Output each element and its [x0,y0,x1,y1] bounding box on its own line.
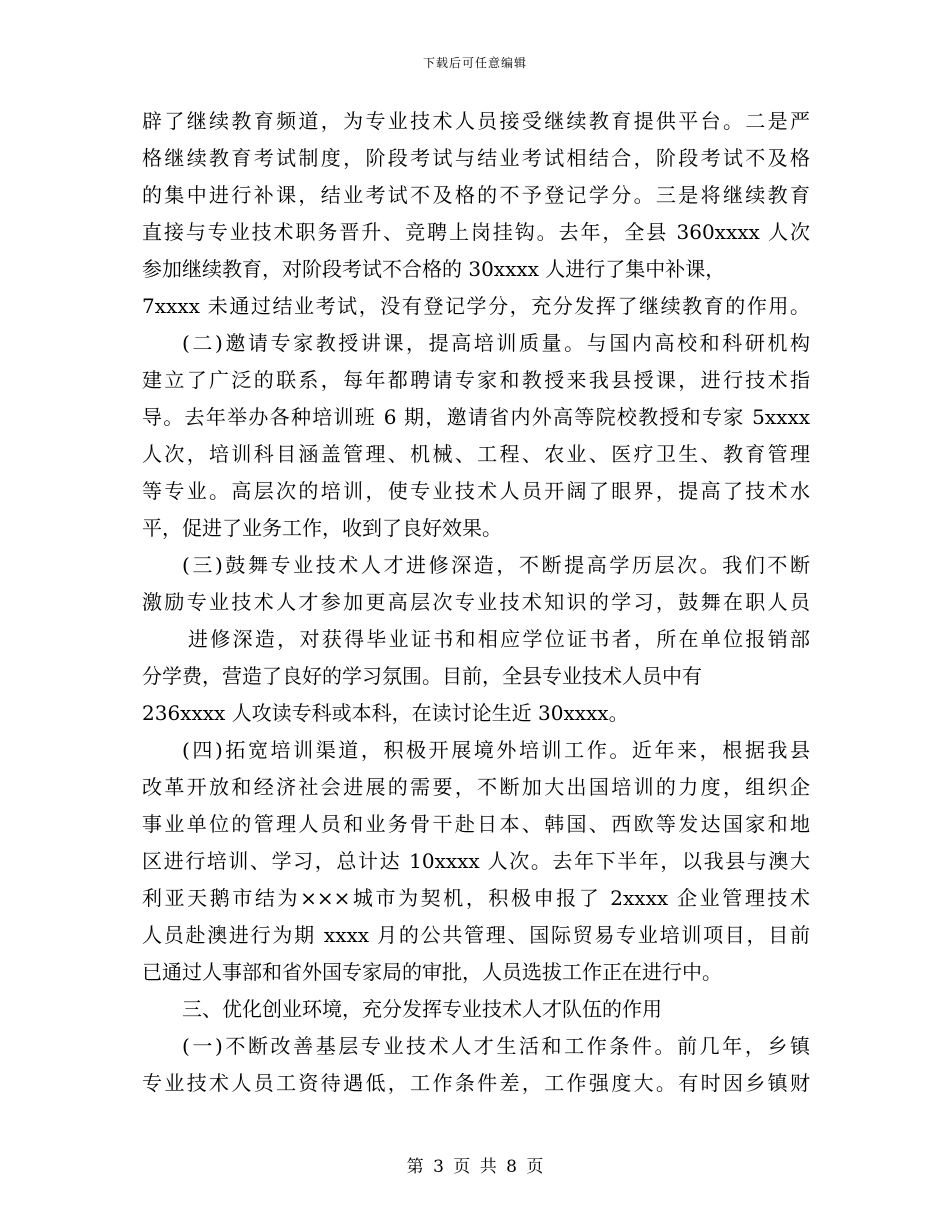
body-line: 人员赴澳进行为期 xxxx 月的公共管理、国际贸易专业培训项目，目前 [142,923,810,947]
body-line: 等专业。高层次的培训，使专业技术人员开阔了眼界，提高了技术水 [142,479,810,503]
body-line: (一)不断改善基层专业技术人才生活和工作条件。前几年，乡镇 [182,1034,810,1058]
body-line: 平，促进了业务工作，收到了良好效果。 [142,516,502,540]
body-line: 参加继续教育，对阶段考试不合格的 30xxxx 人进行了集中补课， [142,257,726,281]
body-line: 236xxxx 人攻读专科或本科，在读讨论生近 30xxxx。 [142,701,629,725]
body-line: 改革开放和经济社会进展的需要，不断加大出国培训的力度，组织企 [142,775,810,799]
body-line: (四)拓宽培训渠道，积极开展境外培训工作。近年来，根据我县 [182,738,810,762]
section-heading: 三、优化创业环境，充分发挥专业技术人才队伍的作用 [182,997,662,1021]
body-line: 专业技术人员工资待遇低，工作条件差，工作强度大。有时因乡镇财 [142,1071,810,1095]
body-line: 人次，培训科目涵盖管理、机械、工程、农业、医疗卫生、教育管理 [142,442,810,466]
page-header: 下载后可任意编辑 [422,56,527,70]
document-body [142,103,810,1102]
body-line: 辟了继续教育频道，为专业技术人员接受继续教育提供平台。二是严 [142,109,810,133]
body-line: 激励专业技术人才参加更高层次专业技术知识的学习，鼓舞在职人员 [142,590,810,614]
body-line: 建立了广泛的联系，每年都聘请专家和教授来我县授课，进行技术指 [142,368,810,392]
body-line: 分学费，营造了良好的学习氛围。目前，全县专业技术人员中有 [142,664,702,688]
body-line: 事业单位的管理人员和业务骨干赴日本、韩国、西欧等发达国家和地 [142,812,810,836]
body-line: 导。去年举办各种培训班 6 期，邀请省内外高等院校教授和专家 5xxxx [142,405,810,429]
body-line: 直接与专业技术职务晋升、竞聘上岗挂钩。去年，全县 360xxxx 人次 [142,220,810,244]
body-line: 格继续教育考试制度，阶段考试与结业考试相结合，阶段考试不及格 [142,146,810,170]
body-line: 进修深造，对获得毕业证书和相应学位证书者，所在单位报销部 [188,627,810,651]
body-line: 7xxxx 未通过结业考试，没有登记学分，充分发挥了继续教育的作用。 [142,294,810,318]
body-line: 利亚天鹅市结为×××城市为契机，积极申报了 2xxxx 企业管理技术 [142,886,810,910]
page-number-footer: 第 3 页 共 8 页 [406,1157,544,1177]
body-line: 已通过人事部和省外国专家局的审批，人员选拔工作正在进行中。 [142,960,722,984]
body-line: 区进行培训、学习，总计达 10xxxx 人次。去年下半年，以我县与澳大 [142,849,810,873]
body-line: (三)鼓舞专业技术人才进修深造，不断提高学历层次。我们不断 [182,553,810,577]
body-line: (二)邀请专家教授讲课，提高培训质量。与国内高校和科研机构 [182,331,810,355]
body-line: 的集中进行补课，结业考试不及格的不予登记学分。三是将继续教育 [142,183,810,207]
